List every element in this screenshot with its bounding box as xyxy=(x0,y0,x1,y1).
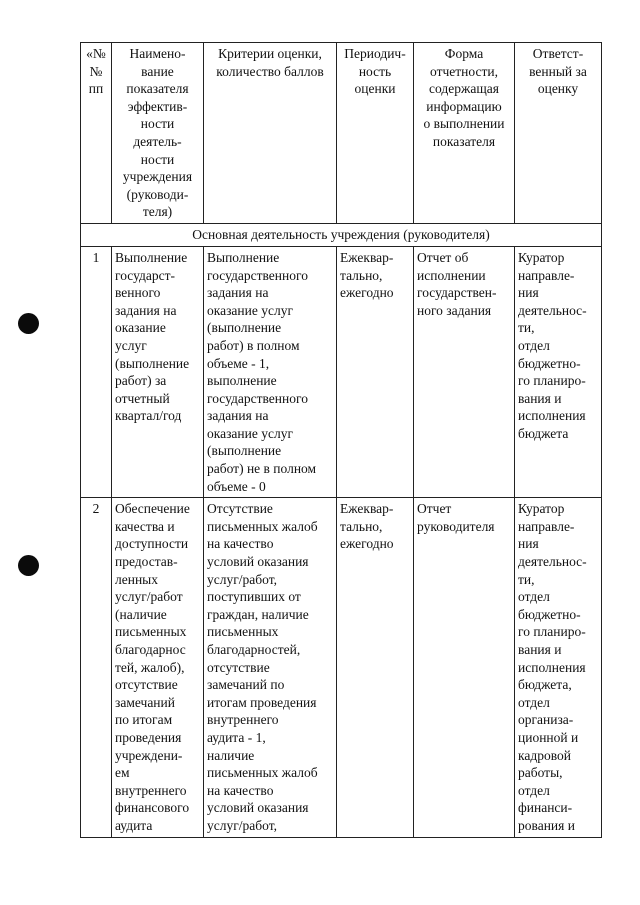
text-line: письменных xyxy=(115,624,187,640)
text-line: отсутствие xyxy=(115,677,178,693)
report-form-text xyxy=(414,498,515,837)
text-line: Отчет об xyxy=(417,249,469,265)
text-line: вания и xyxy=(518,642,562,657)
text-line: (выполнение xyxy=(115,355,190,371)
text-line: отчетный xyxy=(115,390,170,406)
text-line: внутреннего xyxy=(207,712,279,728)
text-line: проведения xyxy=(115,729,182,745)
text-line: Обеспечение xyxy=(115,501,190,517)
text-line: тально, xyxy=(340,267,383,283)
text-line: «№ xyxy=(86,46,106,61)
text-line: финанси- xyxy=(518,800,573,816)
text-line: руководителя xyxy=(417,518,495,534)
period-text xyxy=(337,246,414,497)
text-line: ности xyxy=(140,151,175,167)
text-line: по итогам xyxy=(115,712,173,728)
text-line: поступивших от xyxy=(207,589,301,605)
text-line: Ежеквар- xyxy=(340,501,394,517)
text-line: Выполнение xyxy=(115,249,188,265)
text-line: государственного xyxy=(207,390,308,406)
text-line: работ) за xyxy=(115,373,167,389)
punch-hole-bottom xyxy=(18,555,39,576)
criteria-text xyxy=(204,498,337,837)
text-line: бюджетно- xyxy=(518,606,581,622)
section-title: Основная деятельность учреждения (руководителя) xyxy=(81,223,602,246)
text-line: ти, xyxy=(518,320,535,336)
text-line: замечаний по xyxy=(207,677,285,693)
text-line: (руководи- xyxy=(126,186,189,202)
text-line: ности xyxy=(140,116,175,132)
text-line: Ежеквар- xyxy=(340,249,394,265)
text-line: услуг/работ, xyxy=(207,571,277,587)
text-line: вания и xyxy=(518,390,562,406)
indicator-name xyxy=(112,246,204,497)
text-line: отчетности, xyxy=(430,63,498,79)
report-form-text xyxy=(414,246,515,497)
text-line: письменных жалоб xyxy=(207,518,318,534)
text-line: аудита xyxy=(115,817,153,833)
row-number: 1 xyxy=(81,246,112,497)
table-row xyxy=(81,246,602,497)
text-line: венного xyxy=(115,285,161,301)
text-line: направле- xyxy=(518,267,575,283)
text-line: бюджета xyxy=(518,425,569,441)
text-line: учреждени- xyxy=(115,747,183,763)
text-line: внутреннего xyxy=(115,782,187,798)
text-line: (выполнение xyxy=(207,320,282,336)
text-line: задания на xyxy=(115,302,177,318)
text-line: квартал/год xyxy=(115,408,182,424)
header-row xyxy=(81,43,602,224)
text-line: направле- xyxy=(518,518,575,534)
criteria-text xyxy=(204,246,337,497)
text-line: № xyxy=(89,63,103,79)
text-line: отдел xyxy=(518,589,550,605)
text-line: благодарнос xyxy=(115,642,186,657)
text-line: Выполнение xyxy=(207,249,280,265)
text-line: количество баллов xyxy=(216,63,324,79)
text-line: Наимено- xyxy=(129,46,186,61)
text-line: деятель- xyxy=(133,133,182,149)
text-line: Куратор xyxy=(518,249,565,265)
col-responsible-header xyxy=(515,43,602,224)
text-line: на качество xyxy=(207,536,274,552)
text-line: ного задания xyxy=(417,302,492,318)
text-line: вание xyxy=(141,63,174,79)
text-line: оказание xyxy=(115,320,166,336)
text-line: Куратор xyxy=(518,501,565,517)
text-line: ем xyxy=(115,765,130,781)
col-indicator-header xyxy=(112,43,204,224)
text-line: содержащая xyxy=(429,81,499,97)
text-line: венный за xyxy=(529,63,587,79)
text-line: ленных xyxy=(115,571,158,587)
text-line: пп xyxy=(88,81,104,97)
text-line: отсутствие xyxy=(207,659,270,675)
text-line: итогам проведения xyxy=(207,694,317,710)
text-line: Критерии оценки, xyxy=(218,46,322,61)
text-line: услуг/работ xyxy=(115,589,183,605)
text-line: го планиро- xyxy=(518,373,586,389)
text-line: бюджетно- xyxy=(518,355,581,371)
text-line: услуг/работ, xyxy=(207,817,277,833)
text-line: отдел xyxy=(518,782,550,798)
text-line: выполнение xyxy=(207,373,277,389)
text-line: рования и xyxy=(518,817,575,833)
text-line: учреждения xyxy=(122,169,193,185)
text-line: качества и xyxy=(115,518,175,534)
text-line: финансового xyxy=(115,800,190,816)
responsible-text xyxy=(515,246,602,497)
text-line: замечаний xyxy=(115,694,175,710)
text-line: благодарностей, xyxy=(207,642,301,657)
text-line: Форма xyxy=(444,46,484,61)
text-line: отдел xyxy=(518,694,550,710)
period-text xyxy=(337,498,414,837)
text-line: на качество xyxy=(207,782,274,798)
punch-hole-top xyxy=(18,313,39,334)
col-period-header xyxy=(337,43,414,224)
col-report-form-header xyxy=(414,43,515,224)
text-line: Отсутствие xyxy=(207,501,273,517)
text-line: деятельнос- xyxy=(518,302,587,318)
text-line: работы, xyxy=(518,765,563,781)
text-line: о выполнении xyxy=(423,116,505,132)
row-number: 2 xyxy=(81,498,112,837)
text-line: наличие xyxy=(207,747,255,763)
text-line: условий оказания xyxy=(207,800,309,816)
text-line: доступности xyxy=(115,536,189,552)
text-line: Ответст- xyxy=(532,46,584,61)
text-line: объеме - 0 xyxy=(207,478,266,494)
text-line: показателя xyxy=(126,81,189,97)
text-line: аудита - 1, xyxy=(207,729,266,745)
text-line: ти, xyxy=(518,571,535,587)
text-line: Отчет xyxy=(417,501,452,517)
text-line: ность xyxy=(358,63,392,79)
text-line: граждан, наличие xyxy=(207,606,309,622)
text-line: бюджета, xyxy=(518,677,572,693)
col-number-header xyxy=(81,43,112,224)
text-line: письменных жалоб xyxy=(207,765,318,781)
text-line: работ) не в полном xyxy=(207,461,317,477)
text-line: объеме - 1, xyxy=(207,355,270,371)
text-line: эффектив- xyxy=(127,98,188,114)
col-criteria-header xyxy=(204,43,337,224)
text-line: тально, xyxy=(340,518,383,534)
text-line: работ) в полном xyxy=(207,337,300,353)
text-line: ния xyxy=(518,285,539,301)
text-line: исполнения xyxy=(518,408,586,424)
text-line: ежегодно xyxy=(340,285,394,301)
text-line: услуг xyxy=(115,337,147,353)
text-line: ежегодно xyxy=(340,536,394,552)
text-line: предостав- xyxy=(115,554,178,570)
responsible-text xyxy=(515,498,602,837)
text-line: теля) xyxy=(142,204,173,220)
text-line: задания на xyxy=(207,408,269,424)
text-line: организа- xyxy=(518,712,574,728)
text-line: оказание услуг xyxy=(207,425,294,441)
text-line: ния xyxy=(518,536,539,552)
text-line: задания на xyxy=(207,285,269,301)
text-line: го планиро- xyxy=(518,624,586,640)
text-line: показателя xyxy=(432,133,496,149)
text-line: кадровой xyxy=(518,747,571,763)
text-line: деятельнос- xyxy=(518,554,587,570)
text-line: информацию xyxy=(426,98,502,114)
text-line: государствен- xyxy=(417,285,497,301)
text-line: (выполнение xyxy=(207,443,282,459)
text-line: оценку xyxy=(537,81,579,97)
text-line: исполнении xyxy=(417,267,486,283)
text-line: ционной и xyxy=(518,729,579,745)
indicator-name xyxy=(112,498,204,837)
text-line: тей, жалоб), xyxy=(115,659,185,675)
text-line: государст- xyxy=(115,267,175,283)
text-line: отдел xyxy=(518,337,550,353)
section-row xyxy=(81,223,602,246)
table-row xyxy=(81,498,602,837)
text-line: условий оказания xyxy=(207,554,309,570)
text-line: оказание услуг xyxy=(207,302,294,318)
text-line: государственного xyxy=(207,267,308,283)
text-line: оценки xyxy=(354,81,396,97)
text-line: исполнения xyxy=(518,659,586,675)
text-line: письменных xyxy=(207,624,279,640)
criteria-table xyxy=(80,42,602,838)
text-line: (наличие xyxy=(115,606,167,622)
text-line: Периодич- xyxy=(344,46,406,61)
